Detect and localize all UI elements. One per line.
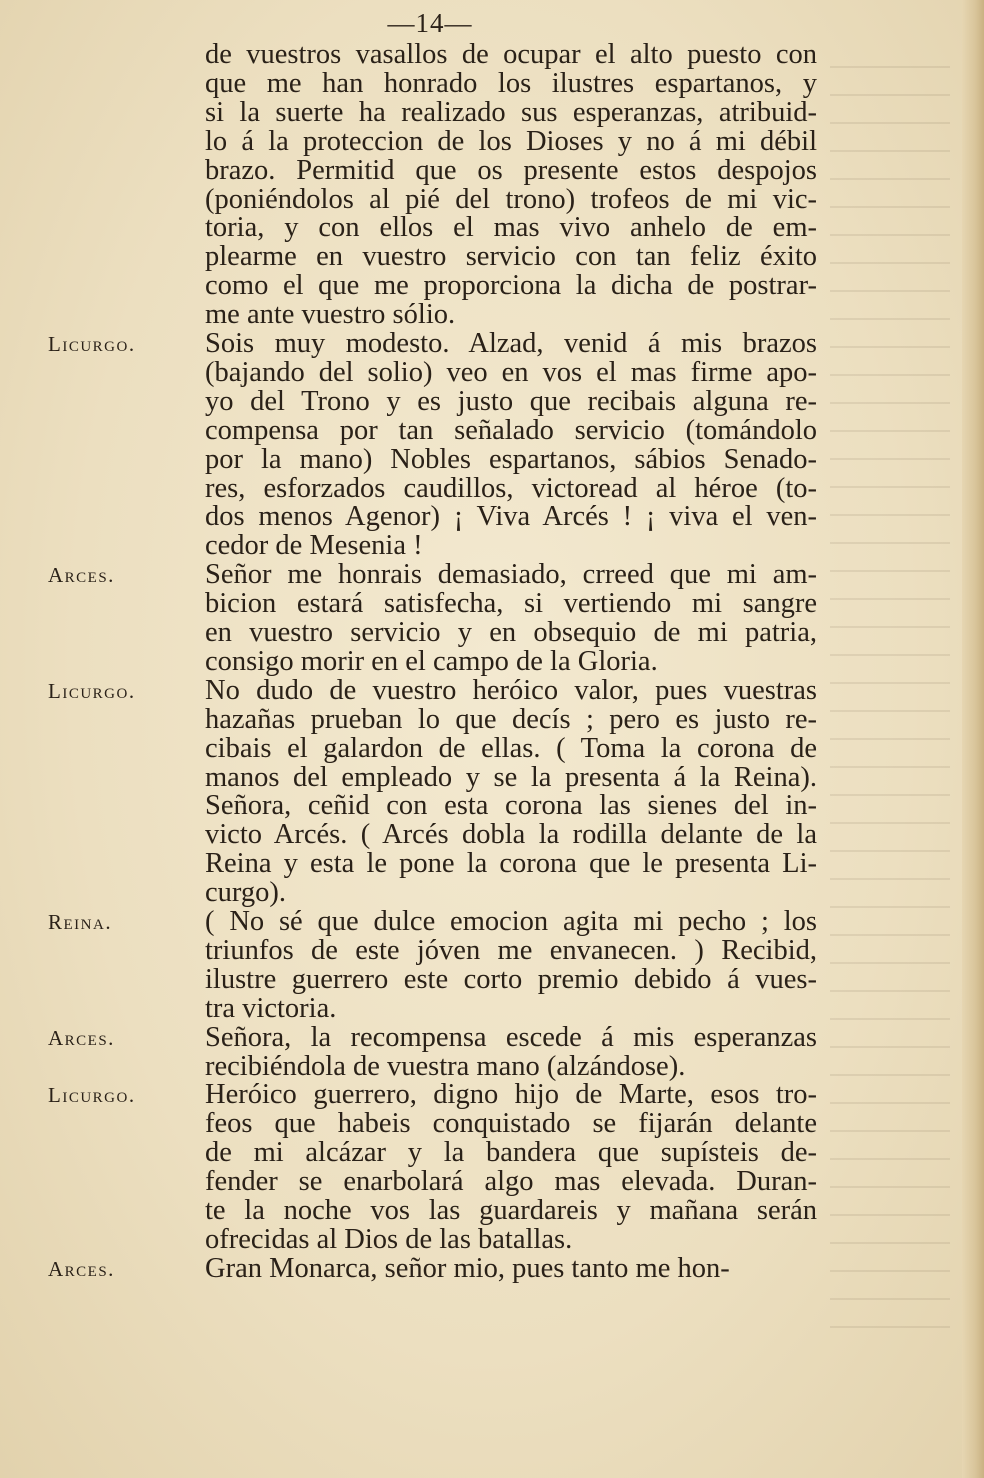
dialogue-line: Señora, ceñid con esta corona las sienes del in- [205,790,817,822]
dialogue-line: brazo. Permitid que os presente estos despojos [205,154,817,186]
page-number: —14— [387,8,473,38]
dialogue-line: de mi alcázar y la bandera que supísteis de- [205,1137,817,1169]
dialogue-line: Señora, la recompensa escede á mis esperanzas [205,1021,817,1053]
speaker-name: Licurgo. [48,1083,136,1108]
dialogue-line: cedor de Mesenia ! [205,530,423,562]
dialogue-line: ilustre guerrero este corto premio debido á vues- [205,963,817,995]
dialogue-line: res, esforzados caudillos, victoread al héroe (to- [205,472,817,504]
dialogue-line: ( No sé que dulce emocion agita mi pecho ; los [205,906,817,937]
dialogue-line: fender se enarbolará algo mas elevada. Duran- [205,1166,817,1198]
dialogue-line: ofrecidas al Dios de las batallas. [205,1223,573,1255]
dialogue-line: toria, y con ellos el mas vivo anhelo de em- [205,212,817,244]
dialogue-line: dos menos Agenor) ¡ Viva Arcés ! ¡ viva el ven- [205,501,817,533]
dialogue-line: Reina y esta le pone la corona que le presenta Li- [205,848,817,880]
dialogue-line: Heróico guerrero, digno hijo de Marte, esos tro- [205,1079,817,1111]
dialogue-line: Señor me honrais demasiado, crreed que mi am- [205,559,817,591]
dialogue-line: en vuestro servicio y en obsequio de mi patria, [205,617,817,648]
dialogue-line: si la suerte ha realizado sus esperanzas, atribuid- [205,96,817,128]
dialogue-line: recibiéndola de vuestra mano (alzándose). [205,1050,686,1082]
dialogue-line: No dudo de vuestro heróico valor, pues vuestras [205,674,817,706]
dialogue-line: compensa por tan señalado servicio (tomándolo [205,414,817,446]
dialogue-line: te la noche vos las guardareis y mañana serán [205,1195,817,1226]
speaker-name: Licurgo. [48,678,136,703]
dialogue-line: Gran Monarca, señor mio, pues tanto me hon- [205,1252,730,1284]
speaker-name: Arces. [48,563,115,588]
dialogue-line: bicion estará satisfecha, si vertiendo mi sangre [205,588,817,620]
dialogue-line: como el que me proporciona la dicha de postrar- [205,270,817,302]
dialogue-line: yo del Trono y es justo que recibais alguna re- [205,385,817,417]
speaker-name: Arces. [48,1025,115,1050]
dialogue-line: plearme en vuestro servicio con tan feliz éxito [205,241,817,273]
dialogue-line: (poniéndolos al pié del trono) trofeos de mi vic- [205,183,817,215]
dialogue-line: me ante vuestro sólio. [205,299,456,331]
dialogue-line: que me han honrado los ilustres espartanos, y [205,67,817,99]
dialogue-line: consigo morir en el campo de la Gloria. [205,645,658,677]
dialogue-line: de vuestros vasallos de ocupar el alto puesto con [205,39,817,70]
dialogue-line: por la mano) Nobles espartanos, sábios Senado- [205,443,817,475]
show-through-texture [830,40,950,1340]
dialogue-line: Sois muy modesto. Alzad, venid á mis brazos [205,328,817,359]
dialogue-line: hazañas prueban lo que decís ; pero es justo re- [205,703,817,735]
dialogue-line: manos del empleado y se la presenta á la Reina). [205,761,817,793]
speaker-name: Licurgo. [48,332,136,356]
speaker-name: Reina. [48,910,113,934]
dialogue-line: lo á la proteccion de los Dioses y no á mi débil [205,125,817,157]
page-edge [962,0,984,1478]
dialogue-line: (bajando del solio) veo en vos el mas firme apo- [205,356,817,388]
dialogue-line: tra victoria. [205,992,337,1024]
dialogue-line: curgo). [205,877,286,909]
dialogue-line: cibais el galardon de ellas. ( Toma la corona de [205,732,817,764]
dialogue-line: victo Arcés. ( Arcés dobla la rodilla delante de la [205,819,817,851]
speaker-name: Arces. [48,1256,115,1281]
dialogue-line: triunfos de este jóven me envanecen. ) Recibid, [205,934,817,966]
dialogue-line: feos que habeis conquistado se fijarán delante [205,1108,817,1140]
